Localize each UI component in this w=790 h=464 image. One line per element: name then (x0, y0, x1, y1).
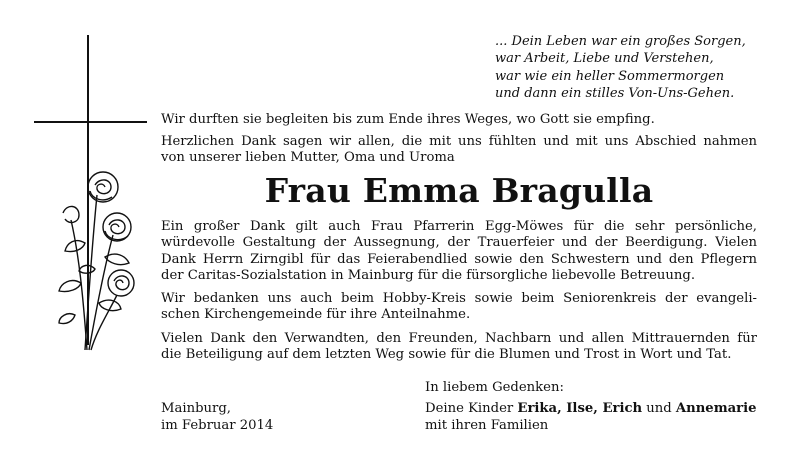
cross-horizontal-bar (34, 121, 147, 123)
roses-illustration (45, 165, 145, 355)
paragraph-line: würdevolle Gestaltung der Aussegnung, der Trauerfeier und der Beerdigung. Vielen (161, 235, 757, 251)
place: Mainburg, (161, 401, 231, 416)
deceased-name: Frau Emma Bragulla (264, 171, 654, 210)
thanks-line: Herzlichen Dank sagen wir allen, die mit uns fühlten und mit uns Abschied nahmen (161, 134, 757, 149)
church-paragraph (161, 291, 757, 324)
paragraph-line: schen Kirchengemeinde für ihre Anteilnahme. (161, 307, 471, 323)
signatories (425, 400, 757, 434)
date: im Februar 2014 (161, 418, 274, 433)
intro-text (161, 112, 757, 128)
last-child-name: Annemarie (675, 401, 757, 416)
poem-line: ... Dein Leben war ein großes Sorgen, (495, 34, 746, 49)
children-line (425, 400, 757, 417)
poem-line: war wie ein heller Sommermorgen (495, 68, 725, 84)
paragraph-line: Dank Herrn Zirngibl für das Feierabendlied sowie den Schwestern und den Pflegern (161, 251, 757, 267)
families-line: mit ihren Familien (425, 418, 549, 433)
paragraph-line: die Beteiligung auf dem letzten Weg sowie für die Blumen und Trost in Wort und Tat. (161, 347, 732, 363)
poem-line: war Arbeit, Liebe und Verstehen, (495, 51, 714, 67)
paragraph-line: Wir bedanken uns auch beim Hobby-Kreis sowie beim Seniorenkreis der evangeli- (161, 291, 757, 306)
children-names: Erika, Ilse, Erich (517, 401, 643, 416)
conjunction: und (642, 401, 676, 416)
poem (495, 33, 785, 102)
relatives-paragraph (161, 331, 757, 364)
memorial-heading: In liebem Gedenken: (425, 380, 564, 395)
paragraph-line: der Caritas-Sozialstation in Mainburg für die fürsorgliche liebevolle Betreuung. (161, 268, 696, 284)
intro-line: Wir durften sie begleiten bis zum Ende ihres Weges, wo Gott sie empfing. (161, 112, 655, 127)
thanks-line: von unserer lieben Mutter, Oma und Uroma (161, 150, 455, 166)
gratitude-paragraph (161, 219, 757, 285)
thanks-paragraph (161, 134, 757, 167)
place-and-date (161, 400, 273, 434)
children-prefix: Deine Kinder (425, 401, 518, 416)
paragraph-line: Ein großer Dank gilt auch Frau Pfarrerin Egg-Möwes für die sehr persönliche, (161, 219, 757, 234)
paragraph-line: Vielen Dank den Verwandten, den Freunden, Nachbarn und allen Mittrauernden für (161, 331, 757, 346)
poem-line: und dann ein stilles Von-Uns-Gehen. (495, 85, 735, 101)
